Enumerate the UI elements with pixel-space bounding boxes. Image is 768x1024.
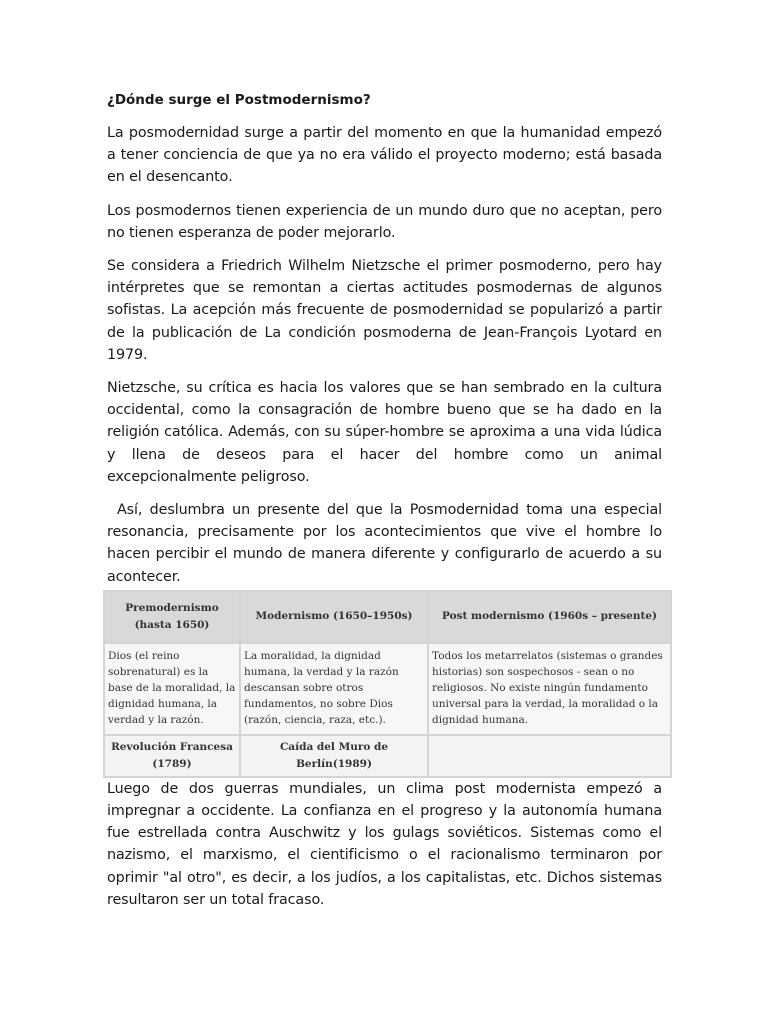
table-event-premodernism: Revolución Francesa (1789)	[104, 735, 240, 777]
table-event-modernism: Caída del Muro de Berlín(1989)	[240, 735, 428, 777]
table-cell-premodernism: Dios (el reino sobrenatural) es la base de la moralidad, la dignidad humana, la verdad y la razón.	[104, 643, 240, 735]
table-row	[104, 735, 671, 777]
table-row	[104, 643, 671, 735]
paragraph-2: Los posmodernos tienen experiencia de un mundo duro que no aceptan, pero no tienen esperanza de poder mejorarlo.	[107, 202, 662, 241]
closing-paragraph: Luego de dos guerras mundiales, un clima post modernista empezó a impregnar a occidente. La confianza en el progreso y la autonomía humana fue estrellada contra Auschwitz y los gulags soviéticos. Sistemas como el nazismo, el marxismo, el cientificismo o el racionalismo terminaron por oprimir "al otro", es decir, a los judíos, a los capitalistas, etc. Dichos sistemas resultaron ser un total fracaso.	[107, 780, 662, 908]
comparison-table	[103, 590, 672, 778]
page-title: ¿Dónde surge el Postmodernismo?	[107, 92, 371, 108]
table-header-modernism: Modernismo (1650–1950s)	[240, 591, 428, 643]
paragraph-5: Así, deslumbra un presente del que la Posmodernidad toma una especial resonancia, precisamente por los acontecimientos que vive el hombre lo hacen percibir el mundo de manera diferente y configurarlo de acuerdo a su acontecer.	[107, 502, 662, 585]
table-cell-modernism: La moralidad, la dignidad humana, la verdad y la razón descansan sobre otros fundamentos, no sobre Dios (razón, ciencia, raza, etc.).	[240, 643, 428, 735]
table-event-postmodernism	[428, 735, 671, 777]
table-header-premodernism: Premodernismo (hasta 1650)	[104, 591, 240, 643]
paragraph-3: Se considera a Friedrich Wilhelm Nietzsche el primer posmoderno, pero hay intérpretes que se remontan a ciertas actitudes posmodernas de algunos sofistas. La acepción más frecuente de posmodernidad se popularizó a partir de la publicación de La condición posmoderna de Jean-François Lyotard en 1979.	[107, 258, 662, 363]
table-header-postmodernism: Post modernismo (1960s – presente)	[428, 591, 671, 643]
paragraph-4: Nietzsche, su crítica es hacia los valores que se han sembrado en la cultura occidental, como la consagración de hombre bueno que se ha dado en la religión católica. Además, con su súper-hombre se aproxima a una vida lúdica y llena de deseos para el hacer del hombre como un animal excepcionalmente peligroso.	[107, 380, 662, 485]
paragraph-1: La posmodernidad surge a partir del momento en que la humanidad empezó a tener conciencia de que ya no era válido el proyecto moderno; está basada en el desencanto.	[107, 125, 662, 186]
table-header-row	[104, 591, 671, 643]
table-cell-postmodernism: Todos los metarrelatos (sistemas o grandes historias) son sospechosos - sean o no religiosos. No existe ningún fundamento universal para la verdad, la moralidad o la dignidad humana.	[428, 643, 671, 735]
document-page	[107, 92, 662, 922]
